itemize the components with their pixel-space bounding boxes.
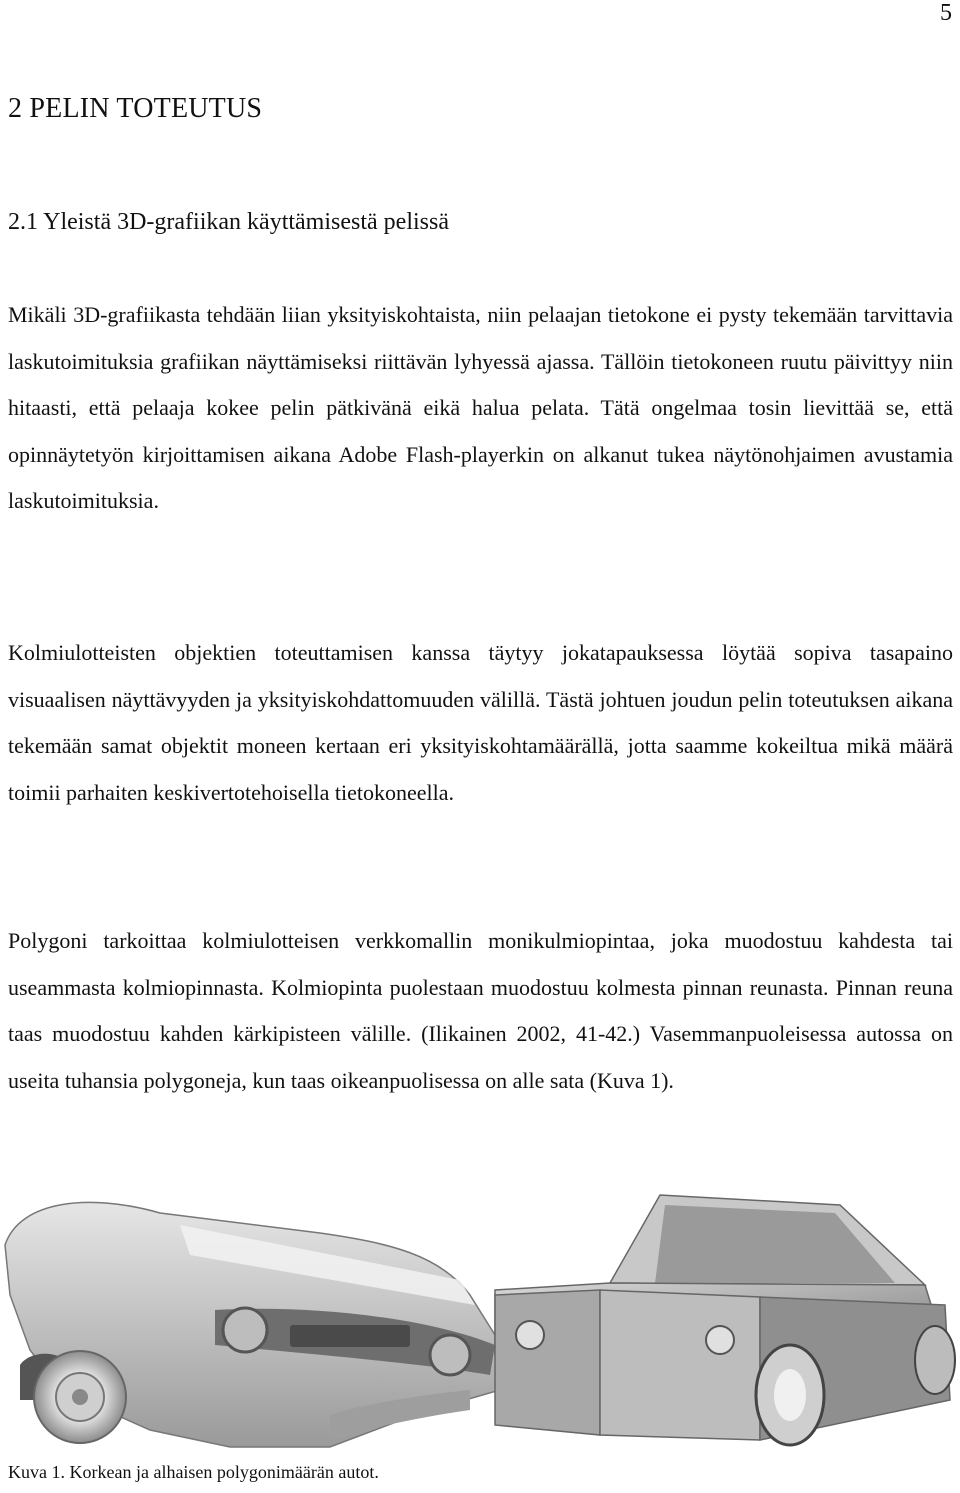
section-heading: 2.1 Yleistä 3D-grafiikan käyttämisestä pelissä [8, 209, 449, 235]
paragraph-2: Kolmiulotteisten objektien toteuttamisen kanssa täytyy jokatapauksessa löytää sopiva tasapaino visuaalisen näyttävyyden ja yksityiskohdattomuuden välillä. Tästä johtuen joudun pelin toteutuksen aikana tekemään samat objektit moneen kertaan eri yksityiskohtamäärällä, jotta saamme kokeiltua mikä määrä toimii parhaiten keskivertotehoisella tietokoneella. [8, 640, 953, 805]
loose-tire [34, 1351, 126, 1443]
figure-caption: Kuva 1. Korkean ja alhaisen polygonimäärän autot. [8, 1462, 379, 1482]
paragraph-1: Mikäli 3D-grafiikasta tehdään liian yksityiskohtaista, niin pelaajan tietokone ei pysty tekemään tarvittavia laskutoimituksia grafiikan näyttämiseksi riittävän lyhyessä ajassa. Tällöin tietokoneen ruutu päivittyy niin hitaasti, että pelaaja kokee pelin pätkivänä eikä halua pelata. Tätä ongelmaa tosin lievittää se, että opinnäytetyön kirjoittamisen aikana Adobe Flash-playerkin on alkanut tukea näytönohjaimen avustamia laskutoimituksia. [8, 302, 953, 513]
car-models-illustration [0, 1185, 960, 1450]
chapter-heading: 2 PELIN TOTEUTUS [8, 93, 263, 124]
car-models-figure [0, 1185, 960, 1450]
paragraph-3: Polygoni tarkoittaa kolmiulotteisen verkkomallin monikulmiopintaa, joka muodostuu kahdesta tai useammasta kolmiopinnasta. Kolmiopinta puolestaan muodostuu kolmesta pinnan reunasta. Pinnan reuna taas muodostuu kahden kärkipisteen välille. (Ilikainen 2002, 41-42.) Vasemmanpuoleisessa autossa on useita tuhansia polygoneja, kun taas oikeanpuolisessa on alle sata (Kuva 1). [8, 928, 953, 1093]
page-number: 5 [940, 0, 952, 26]
low-poly-car [495, 1195, 955, 1445]
